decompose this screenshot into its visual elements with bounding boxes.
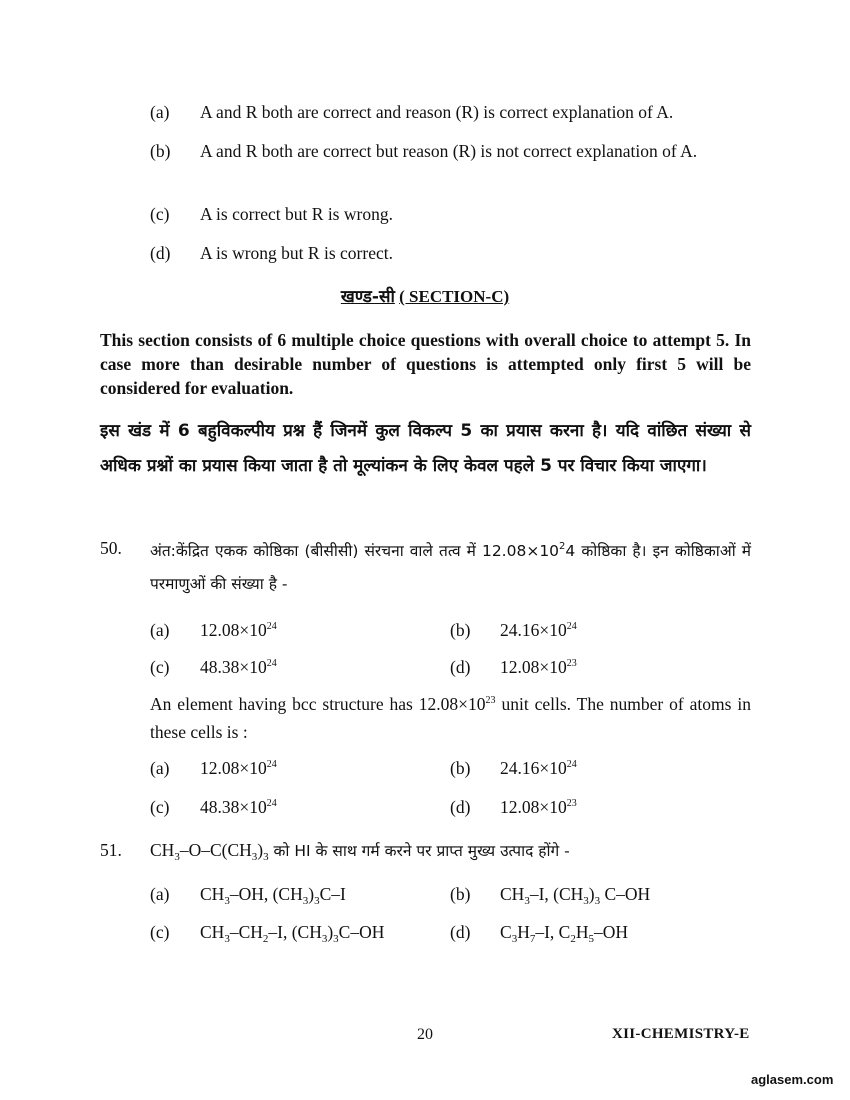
watermark-corner: aglasem.com: [751, 1072, 834, 1087]
question-number: 50.: [100, 538, 122, 558]
option-text: A and R both are correct and reason (R) is correct explanation of A.: [200, 102, 674, 122]
option-label: (c): [150, 797, 170, 817]
option-value: $CH_3-OH$, $(CH_3)_3C-I$: [200, 884, 346, 907]
option-text: A is wrong but R is correct.: [200, 243, 393, 263]
option-label: (b): [450, 758, 471, 778]
option-label: (b): [450, 884, 471, 904]
option-label: (d): [450, 797, 471, 817]
question-text-hindi: $CH_3-O-C(CH_3)_3$ को HI के साथ गर्म करने पर प्राप्त मुख्य उत्पाद होंगे -: [150, 840, 570, 863]
option-value: $24.16\times 10^{24}$: [500, 758, 577, 778]
section-title-english: ( SECTION-C): [399, 287, 510, 306]
option-value: $C_3H_7-I$, $C_2H_5-OH$: [500, 922, 628, 945]
section-title: [0, 284, 850, 307]
question-text-hindi: अंत:केंद्रित एकक कोष्ठिका (बीसीसी) संरचना वाले तत्व में $12.08\times 10^24$ कोष्ठिका है। इन कोष्ठिकाओं में परमाणुओं की संख्या है -: [150, 541, 752, 593]
paper-code: XII-CHEMISTRY-E: [612, 1026, 750, 1042]
option-label: (d): [150, 243, 171, 263]
section-instruction-hindi: इस खंड में 6 बहुविकल्पीय प्रश्न हैं जिनमें कुल विकल्प 5 का प्रयास करना है। यदि वांछित संख्या से अधिक प्रश्नों का प्रयास किया जाता है तो मूल्यांकन के लिए केवल पहले 5 पर विचार किया जाएगा।: [100, 421, 751, 476]
option-value: $48.38\times 10^{24}$: [200, 797, 277, 817]
option-value: $12.08\times 10^{23}$: [500, 797, 577, 817]
option-value: $48.38\times 10^{24}$: [200, 657, 277, 677]
option-value: $12.08\times 10^{23}$: [500, 657, 577, 677]
option-value: $12.08\times 10^{24}$: [200, 758, 277, 778]
page-number: 20: [417, 1026, 433, 1043]
option-value: $CH_3-I$, $(CH_3)_3$ C–OH: [500, 884, 651, 907]
option-label: (a): [150, 102, 170, 122]
option-value: $12.08\times 10^{24}$: [200, 620, 277, 640]
option-label: (c): [150, 657, 170, 677]
option-label: (a): [150, 620, 170, 640]
option-label: (a): [150, 758, 170, 778]
question-text-english: An element having bcc structure has $12.08\times 10^{23}$ unit cells. The number of atoms in these cells is :: [150, 694, 751, 742]
section-instruction-english: This section consists of 6 multiple choice questions with overall choice to attempt 5. In case more than desirable number of questions is attempted only first 5 will be considered for evaluation.: [100, 330, 751, 398]
option-text: A is correct but R is wrong.: [200, 204, 393, 224]
option-label: (c): [150, 204, 170, 224]
option-label: (d): [450, 922, 471, 942]
option-label: (a): [150, 884, 170, 904]
option-label: (b): [450, 620, 471, 640]
option-label: (c): [150, 922, 170, 942]
question-number: 51.: [100, 840, 122, 860]
section-title-hindi: खण्ड-सी: [340, 287, 395, 307]
option-label: (b): [150, 141, 171, 161]
option-label: (d): [450, 657, 471, 677]
option-value: $24.16\times 10^{24}$: [500, 620, 577, 640]
option-text: A and R both are correct but reason (R) is not correct explanation of A.: [200, 141, 698, 161]
option-value: $CH_3-CH_2-I$, $(CH_3)_3C-OH$: [200, 922, 385, 945]
